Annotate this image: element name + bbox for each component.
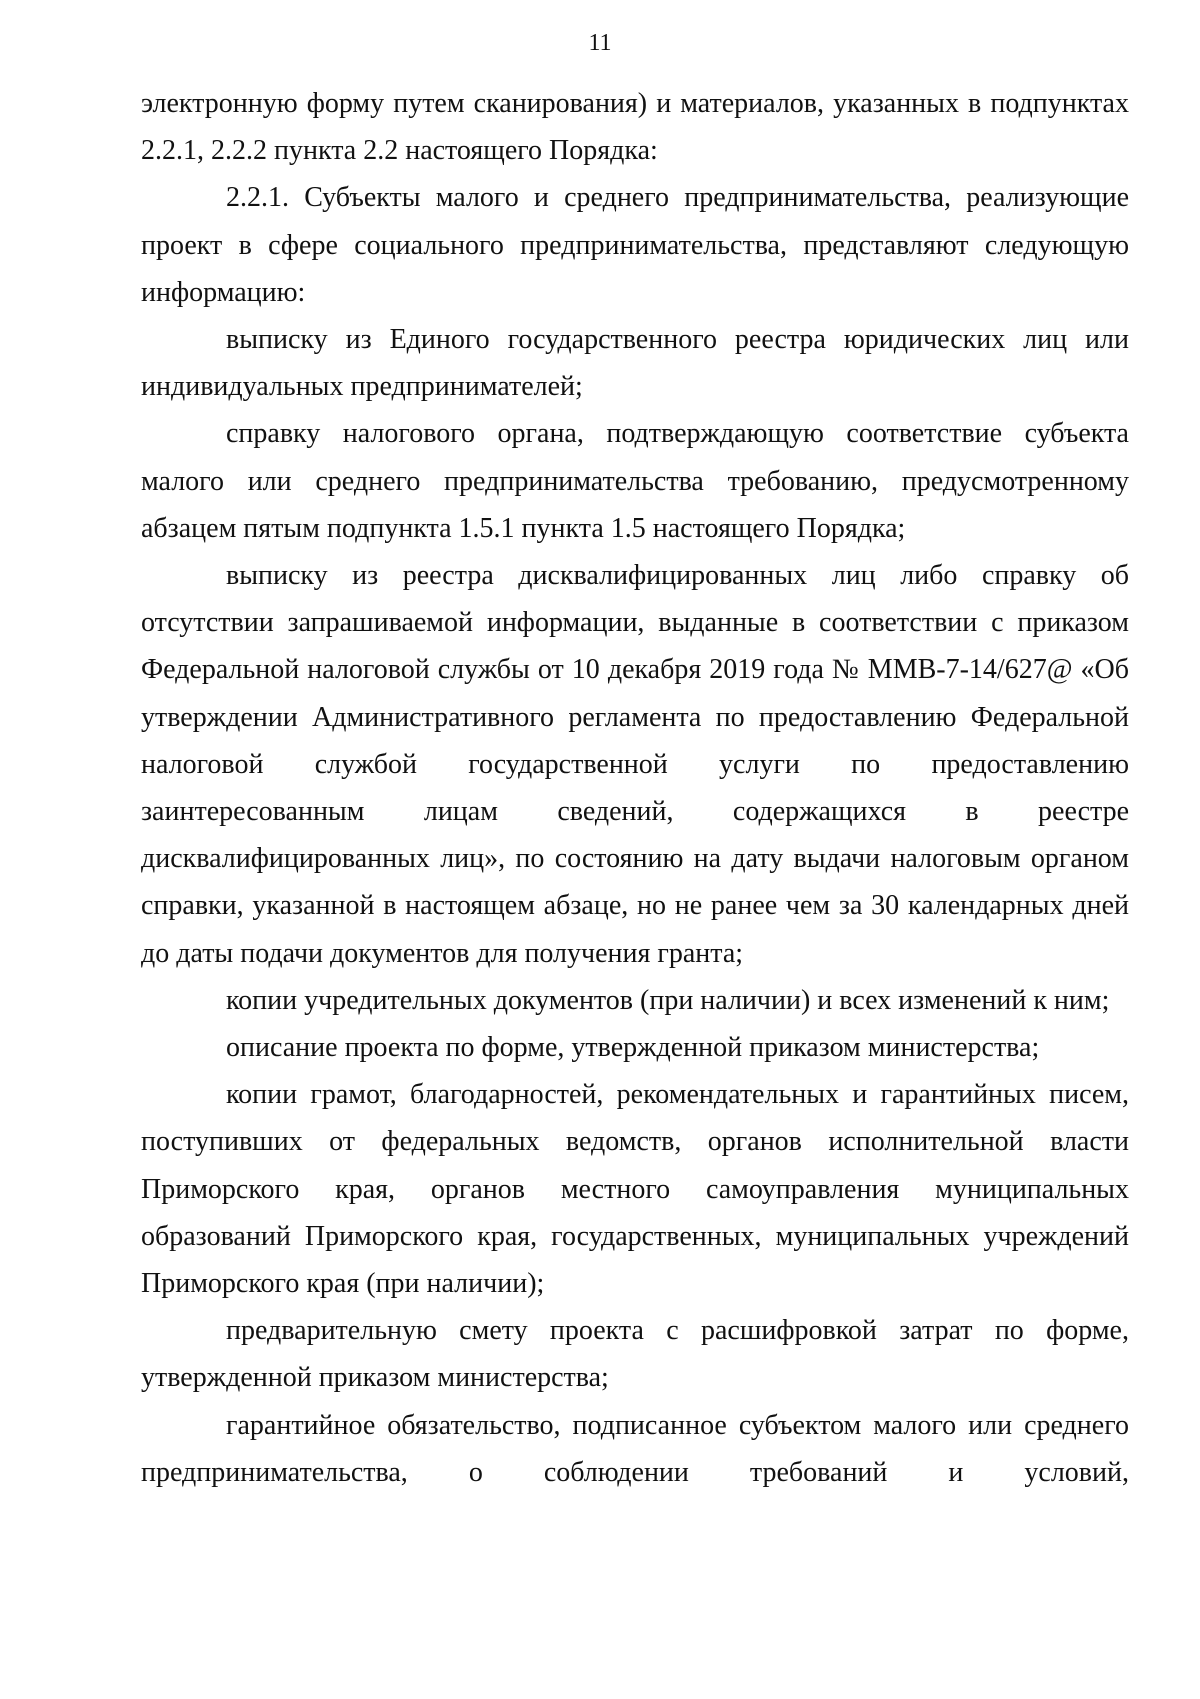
paragraph-certificates-letters: копии грамот, благодарностей, рекомендательных и гарантийных писем, поступивших от федеральных ведомств, органов исполнительной власти Приморского края, органов местного самоуправления муниципальных образований Приморского края, государственных, муниципальных учреждений Приморского края (при наличии); bbox=[141, 1079, 1129, 1300]
paragraph-founding-documents: копии учредительных документов (при наличии) и всех изменений к ним; bbox=[226, 984, 1110, 1016]
document-body bbox=[141, 80, 1129, 1496]
paragraph-project-description: описание проекта по форме, утвержденной приказом министерства; bbox=[226, 1032, 1040, 1064]
paragraph-guarantee-obligation: гарантийное обязательство, подписанное субъектом малого или среднего предпринимательства, о соблюдении требований и условий, bbox=[141, 1409, 1129, 1488]
paragraph-continuation: электронную форму путем сканирования) и материалов, указанных в подпунктах 2.2.1, 2.2.2 пункта 2.2 настоящего Порядка: bbox=[141, 88, 1129, 167]
paragraph-2-2-1: 2.2.1. Субъекты малого и среднего предпринимательства, реализующие проект в сфере социального предпринимательства, представляют следующую информацию: bbox=[141, 182, 1129, 308]
page-number: 11 bbox=[588, 30, 612, 56]
paragraph-preliminary-estimate: предварительную смету проекта с расшифровкой затрат по форме, утвержденной приказом министерства; bbox=[141, 1315, 1129, 1394]
paragraph-egrul-extract: выписку из Единого государственного реестра юридических лиц или индивидуальных предпринимателей; bbox=[141, 324, 1129, 403]
paragraph-disqualified-registry: выписку из реестра дисквалифицированных лиц либо справку об отсутствии запрашиваемой информации, выданные в соответствии с приказом Федеральной налоговой службы от 10 декабря 2019 года № ММВ-7-14/627@ «Об утверждении Административного регламента по предоставлению Федеральной налоговой службой государственной услуги по предоставлению заинтересованным лицам сведений, содержащихся в реестре дисквалифицированных лиц», по состоянию на дату выдачи налоговым органом справки, указанной в настоящем абзаце, но не ранее чем за 30 календарных дней до даты подачи документов для получения гранта; bbox=[141, 560, 1129, 969]
paragraph-tax-certificate: справку налогового органа, подтверждающую соответствие субъекта малого или среднего предпринимательства требованию, предусмотренному абзацем пятым подпункта 1.5.1 пункта 1.5 настоящего Порядка; bbox=[141, 418, 1129, 544]
